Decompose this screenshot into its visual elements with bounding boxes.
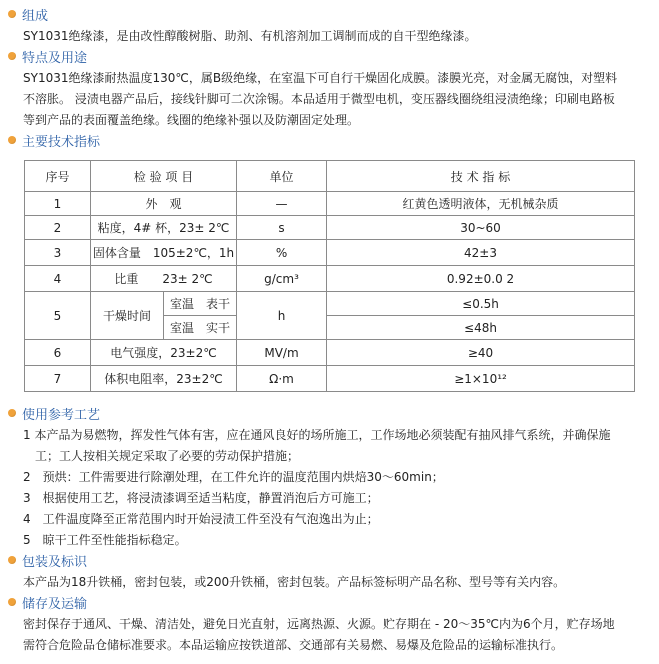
table-row [25, 240, 635, 266]
cell-value: 42±3 [327, 240, 635, 266]
header-cell: 检 验 项 目 [91, 161, 237, 192]
cell-item: 干燥时间 [91, 292, 164, 340]
cell-unit: s [237, 216, 327, 240]
cell-value: 0.92±0.0 2 [327, 266, 635, 292]
cell-subitem: 室温 表干 [164, 292, 237, 316]
cell-subitem: 室温 实干 [164, 316, 237, 340]
cell-value: ≤0.5h [327, 292, 635, 316]
cell-no: 3 [25, 240, 91, 266]
cell-value: ≤48h [327, 316, 635, 340]
features-line-3: 等到产品的表面覆盖绝缘。线圈的绝缘补强以及防潮固定处理。 [23, 113, 360, 127]
storage-line-1: 密封保存于通风、干燥、清洁处，避免日光直射，远离热源、火源。贮存期在 - 20～35℃内为6个月，贮存场地 [23, 617, 615, 631]
cell-value: 30~60 [327, 216, 635, 240]
table-row [25, 216, 635, 240]
header-cell: 单位 [237, 161, 327, 192]
features-line-1: SY1031绝缘漆耐热温度130℃，属B级绝缘，在室温下可自行干燥固化成膜。漆膜光亮，对金属无腐蚀，对塑料 [23, 71, 618, 85]
bullet-icon [8, 409, 16, 417]
section-title: 组成 [22, 8, 49, 24]
process-line-5: 4 工件温度降至正常范围内时开始浸渍工件至没有气泡逸出为止； [23, 512, 379, 526]
process-line-6: 5 晾干工件至性能指标稳定。 [23, 533, 187, 547]
cell-item: 体积电阻率，23±2℃ [91, 366, 237, 392]
bullet-icon [8, 136, 16, 144]
specs-table [24, 160, 635, 392]
cell-unit: MV/m [237, 340, 327, 366]
storage-line-2: 需符合危险品仓储标准要求。本品运输应按铁道部、交通部有关易燃、易爆及危险品的运输标准执行。 [23, 638, 564, 652]
section-heading-features [8, 47, 87, 65]
section-title: 使用参考工艺 [22, 407, 101, 423]
cell-unit: % [237, 240, 327, 266]
bullet-icon [8, 52, 16, 60]
process-line-1: 1 本产品为易燃物，挥发性气体有害，应在通风良好的场所施工，工作场地必须装配有抽风排气系统，并确保施 [23, 428, 611, 442]
composition-text: SY1031绝缘漆，是由改性醇酸树脂、助剂、有机溶剂加工调制而成的自干型绝缘漆。 [23, 29, 477, 43]
cell-no: 4 [25, 266, 91, 292]
table-row [25, 292, 635, 316]
cell-no: 2 [25, 216, 91, 240]
cell-item: 比重 23± 2℃ [91, 266, 237, 292]
section-title: 储存及运输 [22, 596, 88, 612]
bullet-icon [8, 10, 16, 18]
section-heading-packaging [8, 551, 87, 569]
bullet-icon [8, 598, 16, 606]
header-cell: 技 术 指 标 [327, 161, 635, 192]
cell-item: 固体含量 105±2℃，1h [91, 240, 237, 266]
cell-no: 7 [25, 366, 91, 392]
table-row [25, 266, 635, 292]
cell-value: ≥40 [327, 340, 635, 366]
cell-item: 外 观 [91, 192, 237, 216]
process-line-4: 3 根据使用工艺，将浸渍漆调至适当粘度，静置消泡后方可施工； [23, 491, 379, 505]
process-line-3: 2 预烘：工件需要进行除潮处理，在工件允许的温度范围内烘焙30～60min； [23, 470, 444, 484]
section-heading-process [8, 404, 100, 422]
header-cell: 序号 [25, 161, 91, 192]
cell-unit: Ω·m [237, 366, 327, 392]
cell-unit: g/cm³ [237, 266, 327, 292]
section-heading-composition [8, 5, 48, 23]
table-row [25, 192, 635, 216]
section-title: 包装及标识 [22, 554, 88, 570]
cell-unit: — [237, 192, 327, 216]
cell-no: 1 [25, 192, 91, 216]
features-line-2: 不溶胀。 浸渍电器产品后，接线针脚可二次涂锡。本品适用于微型电机，变压器线圈绕组浸渍绝缘；印刷电路板 [23, 92, 615, 106]
table-row [25, 366, 635, 392]
bullet-icon [8, 556, 16, 564]
table-header-row [25, 161, 635, 192]
packaging-text: 本产品为18升铁桶，密封包装，或200升铁桶，密封包装。产品标签标明产品名称、型号等有关内容。 [23, 575, 566, 589]
process-line-2: 工；工人按相关规定采取了必要的劳动保护措施； [23, 449, 300, 463]
cell-item: 电气强度，23±2℃ [91, 340, 237, 366]
section-title: 主要技术指标 [22, 134, 101, 150]
cell-item: 粘度，4# 杯，23± 2℃ [91, 216, 237, 240]
cell-no: 5 [25, 292, 91, 340]
cell-value: ≥1×10¹² [327, 366, 635, 392]
cell-no: 6 [25, 340, 91, 366]
cell-unit: h [237, 292, 327, 340]
section-heading-storage [8, 593, 87, 611]
cell-value: 红黄色透明液体，无机械杂质 [327, 192, 635, 216]
section-heading-specs [8, 131, 100, 149]
table-row [25, 340, 635, 366]
section-title: 特点及用途 [22, 50, 88, 66]
